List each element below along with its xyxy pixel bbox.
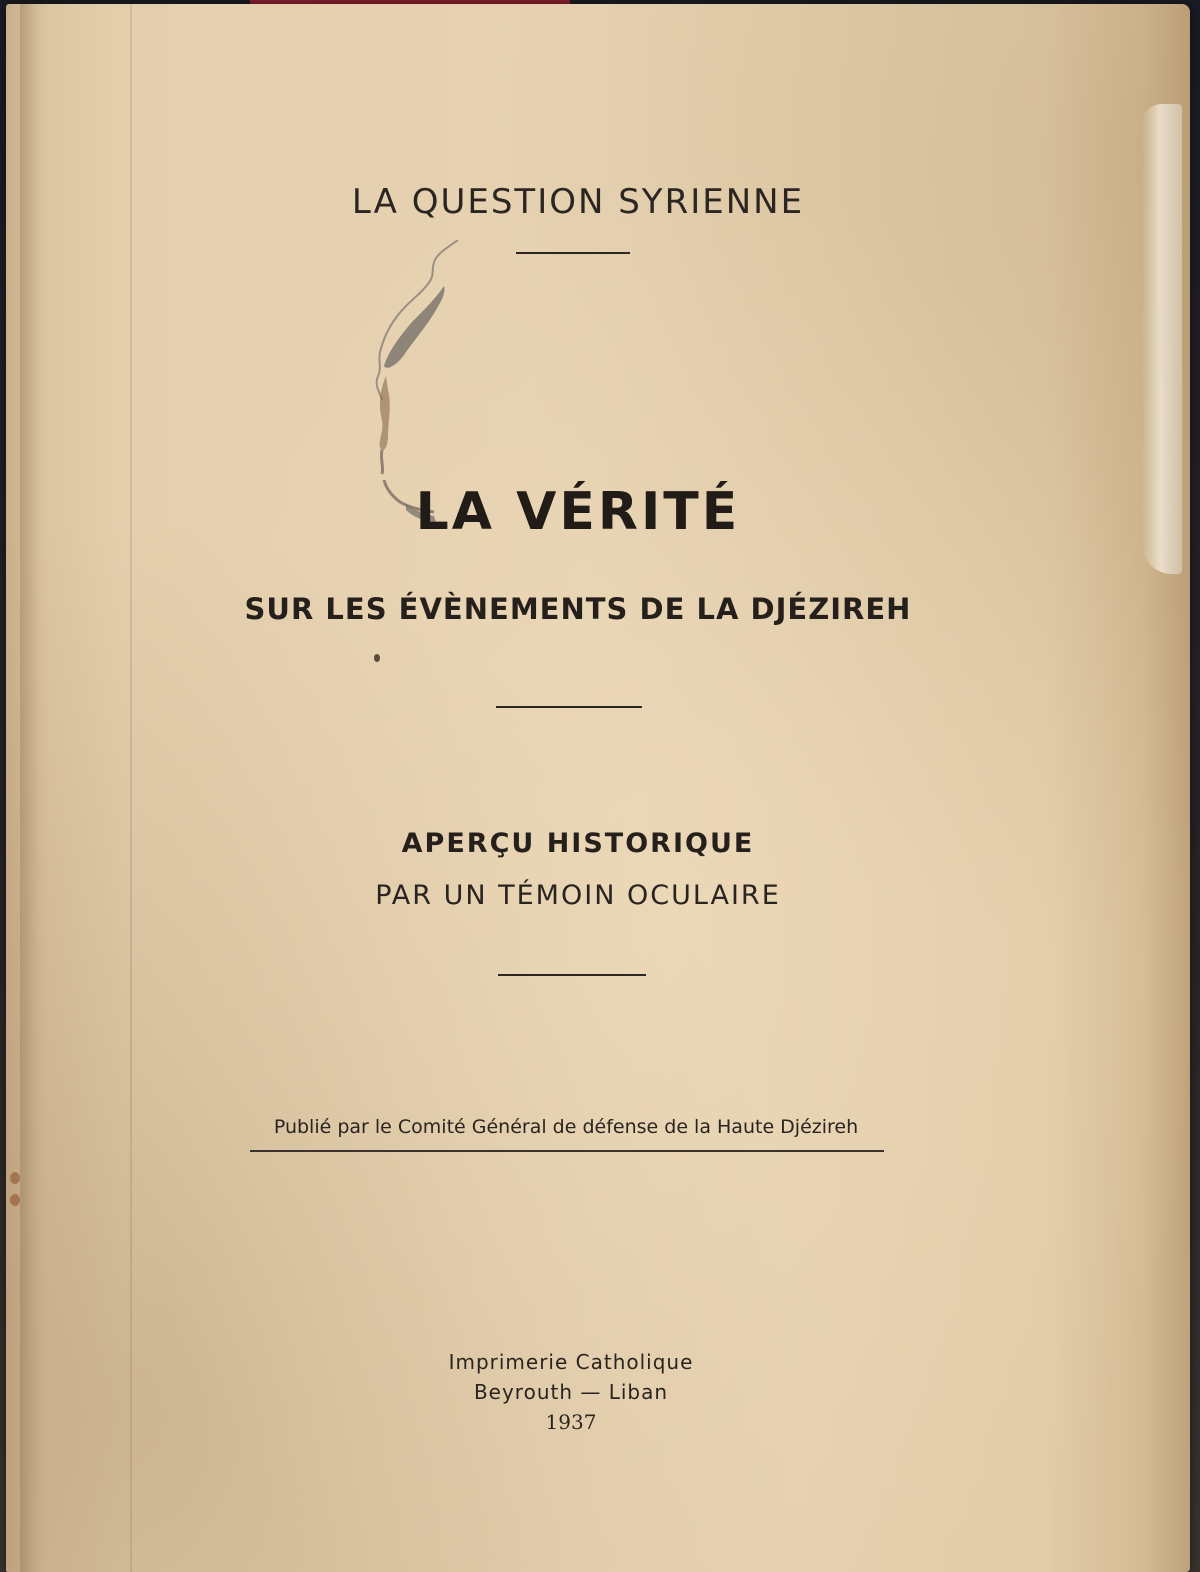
ink-fleck	[374, 654, 380, 662]
cover-text	[6, 4, 1190, 1572]
printer-city: Beyrouth — Liban	[473, 1380, 669, 1404]
overview-heading: APERÇU HISTORIQUE	[401, 828, 755, 859]
publication-year: 1937	[545, 1410, 597, 1434]
book-title: LA VÉRITÉ	[415, 482, 741, 542]
booklet-cover	[6, 4, 1190, 1572]
divider-rule	[496, 706, 642, 708]
witness-line: PAR UN TÉMOIN OCULAIRE	[375, 880, 781, 911]
divider-rule	[498, 974, 646, 976]
publisher-underline	[250, 1150, 884, 1152]
series-title: LA QUESTION SYRIENNE	[351, 182, 805, 222]
publisher-line: Publié par le Comité Général de défense de la Haute Djézireh	[273, 1116, 859, 1138]
binding-mark	[10, 1194, 20, 1206]
book-subtitle: SUR LES ÉVÈNEMENTS DE LA DJÉZIREH	[244, 592, 912, 626]
binding-mark	[10, 1172, 20, 1184]
printer-name: Imprimerie Catholique	[448, 1350, 694, 1374]
divider-rule	[516, 252, 630, 254]
